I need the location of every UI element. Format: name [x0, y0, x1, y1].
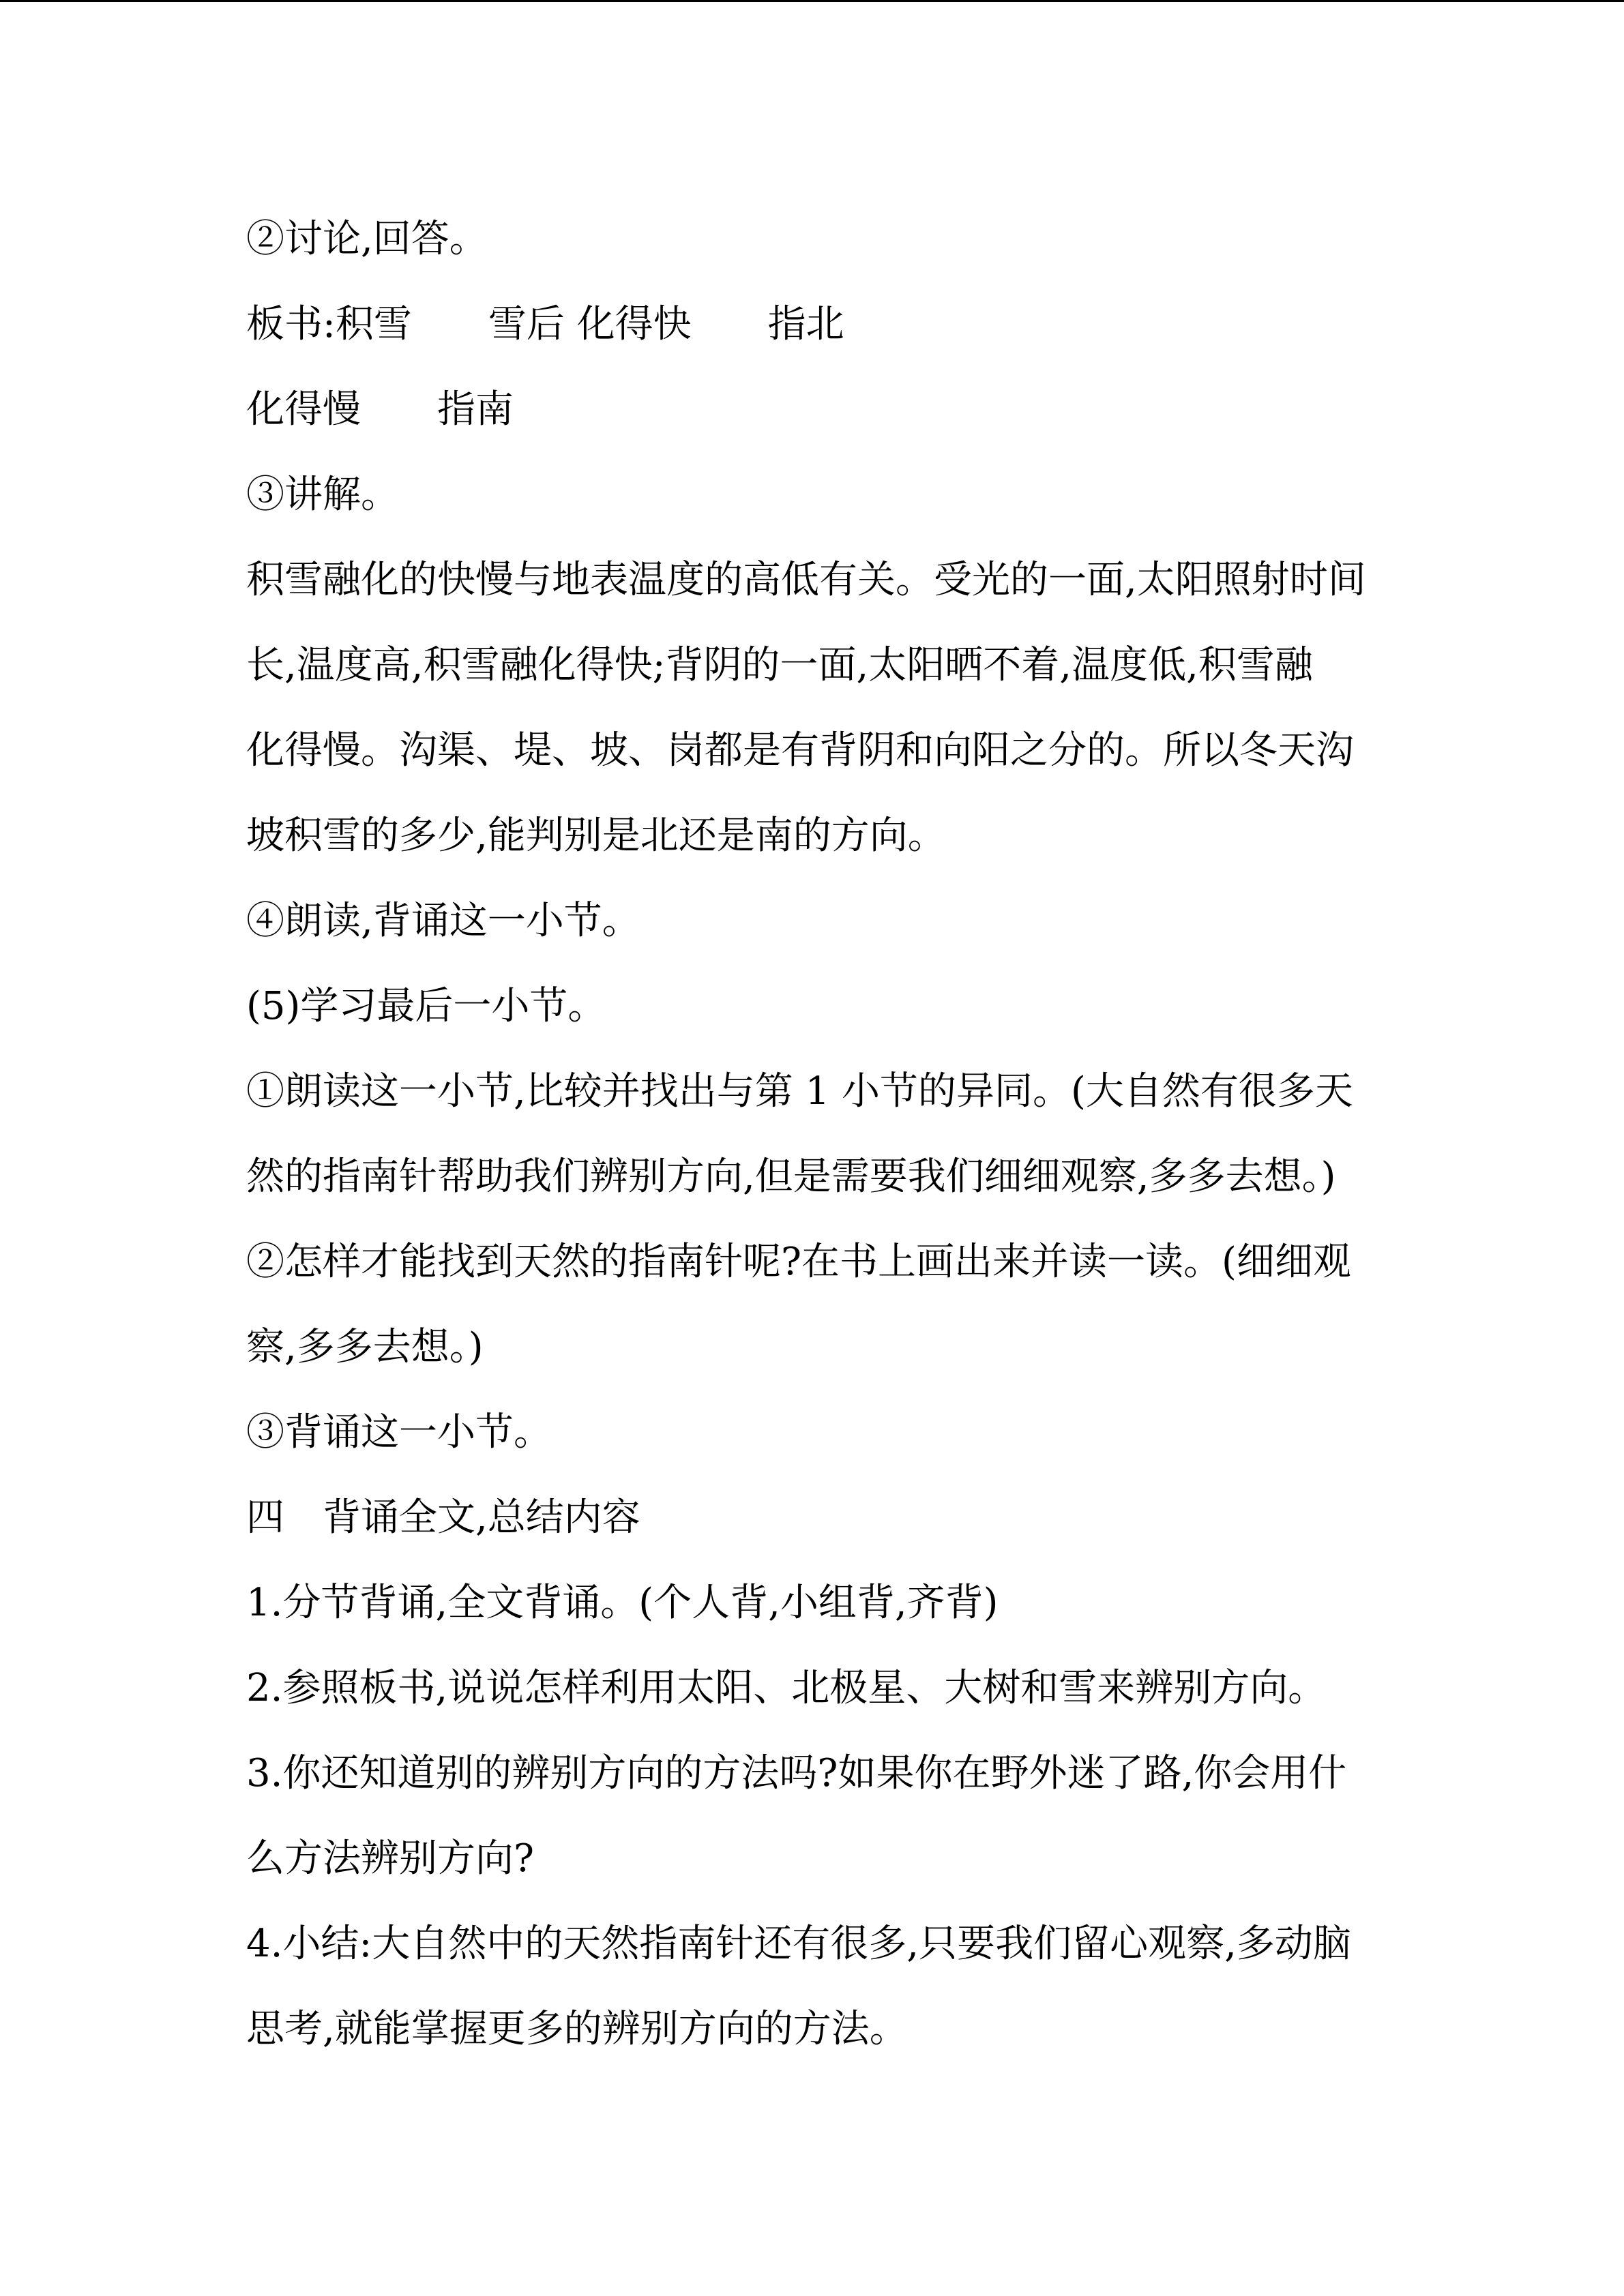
- text-line: 积雪融化的快慢与地表温度的高低有关。受光的一面,太阳照射时间: [246, 558, 1366, 602]
- text-line: 2.参照板书,说说怎样利用太阳、北极星、大树和雪来辨别方向。: [246, 1666, 1327, 1710]
- text-line: ①朗读这一小节,比较并找出与第 1 小节的异同。(大自然有很多天: [246, 1069, 1353, 1114]
- text-line: 察,多多去想。): [246, 1325, 484, 1369]
- text-line: ③讲解。: [246, 473, 399, 517]
- text-line: 坡积雪的多少,能判别是北还是南的方向。: [246, 814, 946, 858]
- document-body: [246, 196, 1542, 2072]
- text-line: 3.你还知道别的辨别方向的方法吗?如果你在野外迷了路,你会用什: [246, 1751, 1347, 1795]
- text-line-blackboard-notes: 化得慢 指南: [246, 387, 514, 432]
- text-line: 长,温度高,积雪融化得快;背阴的一面,太阳晒不着,温度低,积雪融: [246, 643, 1313, 687]
- text-line: 化得慢。沟渠、堤、坡、岗都是有背阴和向阳之分的。所以冬天沟: [246, 728, 1354, 773]
- text-line: 然的指南针帮助我们辨别方向,但是需要我们细细观察,多多去想。): [246, 1154, 1336, 1199]
- text-line-blackboard-notes: 板书:积雪 雪后 化得快 指北: [246, 302, 844, 346]
- text-line: 1.分节背诵,全文背诵。(个人背,小组背,齐背): [246, 1581, 999, 1625]
- text-line: ④朗读,背诵这一小节。: [246, 899, 640, 943]
- text-line: 4.小结:大自然中的天然指南针还有很多,只要我们留心观察,多动脑: [246, 1922, 1351, 1966]
- text-line: ③背诵这一小节。: [246, 1410, 552, 1455]
- page-top-border: [0, 0, 1624, 2]
- text-line: ②讨论,回答。: [246, 217, 488, 261]
- text-line: 思考,就能掌握更多的辨别方向的方法。: [246, 2007, 908, 2051]
- text-line: (5)学习最后一小节。: [246, 984, 606, 1028]
- text-line: 么方法辨别方向?: [246, 1836, 535, 1881]
- section-heading: 四 背诵全文,总结内容: [246, 1495, 640, 1540]
- text-line: ②怎样才能找到天然的指南针呢?在书上画出来并读一读。(细细观: [246, 1240, 1351, 1284]
